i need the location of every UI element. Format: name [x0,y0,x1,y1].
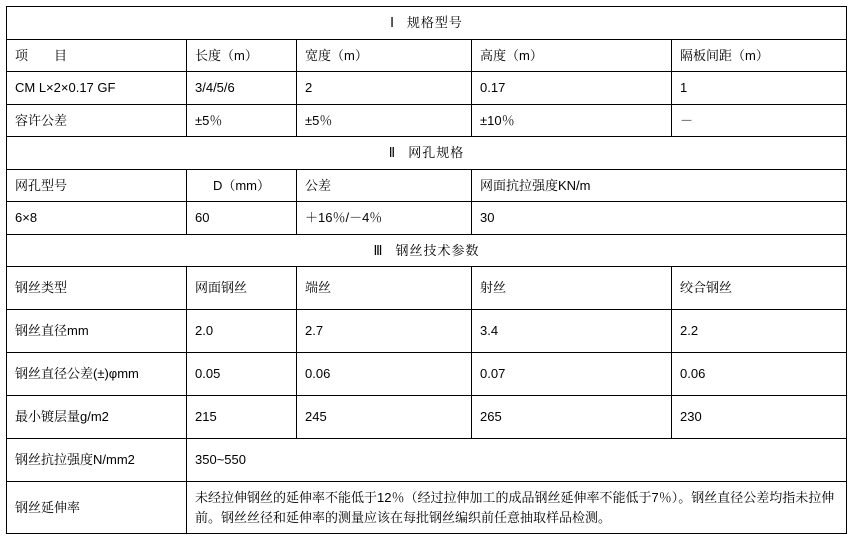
s3-r1-c1: 0.05 [187,353,297,396]
s3-elongation-value: 未经拉伸钢丝的延伸率不能低于12％（经过拉伸加工的成品钢丝延伸率不能低于7％）。钢丝直径公差均指未拉伸前。钢丝丝径和延伸率的测量应该在每批钢丝编织前任意抽取样品检测。 [187,482,847,534]
s1-header-2: 宽度（m） [297,39,472,72]
table-row [7,310,847,353]
s1-r1-c1: ±5％ [187,104,297,137]
section-3-title [7,234,847,267]
section-1-numeral: Ⅰ [390,15,395,30]
s2-r0-c1: 60 [187,202,297,235]
section-3-label: 钢丝技术参数 [395,242,480,258]
section-title-row [7,137,847,170]
s1-r1-c4: － [672,104,847,137]
s3-r2-c2: 245 [297,396,472,439]
specification-table [6,6,847,534]
s1-r1-c2: ±5％ [297,104,472,137]
s3-r1-c2: 0.06 [297,353,472,396]
table-row [7,353,847,396]
s3-r2-c1: 215 [187,396,297,439]
section-title-row [7,234,847,267]
table-row [7,39,847,72]
section-title-row [7,7,847,40]
s2-header-0: 网孔型号 [7,169,187,202]
s2-header-1: D（mm） [187,169,297,202]
s3-r2-c4: 230 [672,396,847,439]
s3-r0-c3: 3.4 [472,310,672,353]
s3-header-3: 射丝 [472,267,672,310]
s3-header-2: 端丝 [297,267,472,310]
s1-r0-c4: 1 [672,72,847,105]
table-row [7,104,847,137]
s1-header-0: 项 目 [7,39,187,72]
table-row [7,267,847,310]
s1-r0-c2: 2 [297,72,472,105]
section-1-title [7,7,847,40]
s3-r2-c3: 265 [472,396,672,439]
section-1-label: 规格型号 [406,15,463,30]
s3-r1-c4: 0.06 [672,353,847,396]
s3-r1-c0: 钢丝直径公差(±)φmm [7,353,187,396]
s2-r0-c3: 30 [472,202,847,235]
section-3-numeral: Ⅲ [373,242,384,258]
table-row [7,396,847,439]
s2-r0-c2: ＋16％/－4％ [297,202,472,235]
table-row [7,72,847,105]
s3-tensile-label: 钢丝抗拉强度N/mm2 [7,439,187,482]
s1-header-4: 隔板间距（m） [672,39,847,72]
table-row [7,482,847,534]
s1-r0-c1: 3/4/5/6 [187,72,297,105]
s3-header-0: 钢丝类型 [7,267,187,310]
table-row [7,169,847,202]
s3-elongation-label: 钢丝延伸率 [7,482,187,534]
s3-r1-c3: 0.07 [472,353,672,396]
table-row [7,439,847,482]
s3-r0-c4: 2.2 [672,310,847,353]
s3-tensile-value: 350~550 [187,439,847,482]
s1-r1-c3: ±10％ [472,104,672,137]
s3-r0-c0: 钢丝直径mm [7,310,187,353]
s3-r2-c0: 最小镀层量g/m2 [7,396,187,439]
s1-header-1: 长度（m） [187,39,297,72]
s1-r0-c0: CM L×2×0.17 GF [7,72,187,105]
s2-r0-c0: 6×8 [7,202,187,235]
s3-header-1: 网面钢丝 [187,267,297,310]
s3-r0-c2: 2.7 [297,310,472,353]
section-2-title [7,137,847,170]
s2-header-2: 公差 [297,169,472,202]
s2-header-3: 网面抗拉强度KN/m [472,169,847,202]
s3-r0-c1: 2.0 [187,310,297,353]
section-2-label: 网孔规格 [408,145,465,160]
s3-header-4: 绞合钢丝 [672,267,847,310]
table-row [7,202,847,235]
s1-header-3: 高度（m） [472,39,672,72]
s1-r1-c0: 容许公差 [7,104,187,137]
section-2-numeral: Ⅱ [388,145,397,160]
s1-r0-c3: 0.17 [472,72,672,105]
